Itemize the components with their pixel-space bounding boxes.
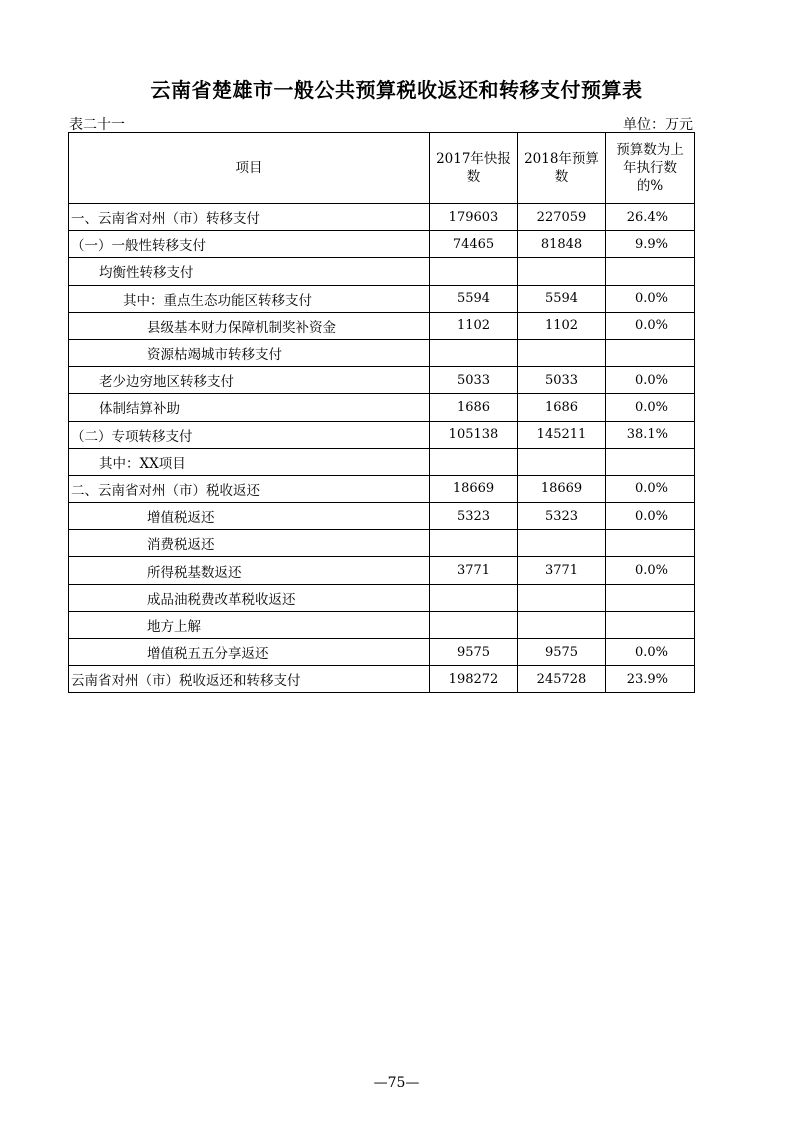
row-value-2018: 227059 <box>518 204 606 231</box>
row-value-2018 <box>518 258 606 285</box>
header-row <box>69 133 695 204</box>
row-percent <box>606 448 695 475</box>
row-item-name: 资源枯竭城市转移支付 <box>69 339 430 366</box>
table-row <box>69 666 695 693</box>
row-value-2017 <box>430 258 518 285</box>
table-row <box>69 503 695 530</box>
row-value-2017: 105138 <box>430 421 518 448</box>
header-2017-label: 2017年快报数 <box>436 151 511 185</box>
table-row <box>69 639 695 666</box>
table-row <box>69 231 695 258</box>
table-row <box>69 557 695 584</box>
row-item-name: 体制结算补助 <box>69 394 430 421</box>
table-row <box>69 421 695 448</box>
row-percent: 0.0% <box>606 557 695 584</box>
row-value-2018 <box>518 530 606 557</box>
page-title: 云南省楚雄市一般公共预算税收返还和转移支付预算表 <box>150 78 643 102</box>
row-value-2017 <box>430 339 518 366</box>
row-value-2017: 18669 <box>430 475 518 502</box>
row-percent <box>606 584 695 611</box>
header-pct-label: 预算数为上年执行数的% <box>616 142 684 194</box>
header-2017 <box>430 133 518 204</box>
row-value-2018: 9575 <box>518 639 606 666</box>
row-value-2018 <box>518 339 606 366</box>
table-row <box>69 530 695 557</box>
table-row <box>69 394 695 421</box>
header-item: 项目 <box>69 133 430 204</box>
row-percent: 0.0% <box>606 285 695 312</box>
row-item-name: （二）专项转移支付 <box>69 421 430 448</box>
row-percent: 23.9% <box>606 666 695 693</box>
table-row <box>69 584 695 611</box>
budget-table <box>68 132 695 693</box>
row-percent <box>606 611 695 638</box>
row-item-name: 二、云南省对州（市）税收返还 <box>69 475 430 502</box>
row-percent: 38.1% <box>606 421 695 448</box>
table-number: 表二十一 <box>69 117 125 133</box>
row-percent <box>606 339 695 366</box>
row-item-name: （一）一般性转移支付 <box>69 231 430 258</box>
row-value-2017: 74465 <box>430 231 518 258</box>
row-value-2017: 5594 <box>430 285 518 312</box>
table-row <box>69 285 695 312</box>
row-value-2017: 3771 <box>430 557 518 584</box>
row-percent <box>606 530 695 557</box>
row-value-2017 <box>430 448 518 475</box>
row-value-2018: 245728 <box>518 666 606 693</box>
row-item-name: 其中：重点生态功能区转移支付 <box>69 285 430 312</box>
row-percent: 0.0% <box>606 475 695 502</box>
table-row <box>69 339 695 366</box>
row-value-2017: 9575 <box>430 639 518 666</box>
table-row <box>69 448 695 475</box>
row-item-name: 地方上解 <box>69 611 430 638</box>
table-row <box>69 367 695 394</box>
table-row <box>69 475 695 502</box>
row-value-2018: 18669 <box>518 475 606 502</box>
row-value-2017: 179603 <box>430 204 518 231</box>
row-item-name: 消费税返还 <box>69 530 430 557</box>
row-percent: 0.0% <box>606 394 695 421</box>
row-item-name: 增值税五五分享返还 <box>69 639 430 666</box>
row-value-2018: 1102 <box>518 312 606 339</box>
row-value-2018 <box>518 611 606 638</box>
row-item-name: 成品油税费改革税收返还 <box>69 584 430 611</box>
row-value-2018: 3771 <box>518 557 606 584</box>
row-percent: 26.4% <box>606 204 695 231</box>
row-item-name: 所得税基数返还 <box>69 557 430 584</box>
row-percent: 0.0% <box>606 367 695 394</box>
table-row <box>69 258 695 285</box>
page-number: —75— <box>373 1075 420 1091</box>
row-value-2018: 1686 <box>518 394 606 421</box>
row-item-name: 老少边穷地区转移支付 <box>69 367 430 394</box>
row-value-2017: 5323 <box>430 503 518 530</box>
row-item-name: 一、云南省对州（市）转移支付 <box>69 204 430 231</box>
row-item-name: 县级基本财力保障机制奖补资金 <box>69 312 430 339</box>
header-pct <box>606 133 695 204</box>
row-value-2018: 5323 <box>518 503 606 530</box>
header-2018 <box>518 133 606 204</box>
row-value-2018 <box>518 584 606 611</box>
row-item-name: 云南省对州（市）税收返还和转移支付 <box>69 666 430 693</box>
row-percent: 0.0% <box>606 503 695 530</box>
row-percent <box>606 258 695 285</box>
row-item-name: 其中：XX项目 <box>69 448 430 475</box>
row-value-2017 <box>430 611 518 638</box>
table-row <box>69 611 695 638</box>
row-value-2017: 5033 <box>430 367 518 394</box>
row-value-2018: 5033 <box>518 367 606 394</box>
row-value-2017: 1686 <box>430 394 518 421</box>
header-2018-label: 2018年预算数 <box>524 151 599 185</box>
row-value-2017: 198272 <box>430 666 518 693</box>
row-value-2017 <box>430 584 518 611</box>
row-value-2017: 1102 <box>430 312 518 339</box>
row-value-2018: 145211 <box>518 421 606 448</box>
table-row <box>69 312 695 339</box>
row-value-2018: 5594 <box>518 285 606 312</box>
table-row <box>69 204 695 231</box>
row-item-name: 增值税返还 <box>69 503 430 530</box>
row-value-2018: 81848 <box>518 231 606 258</box>
row-value-2018 <box>518 448 606 475</box>
table-body <box>69 204 695 693</box>
row-percent: 0.0% <box>606 312 695 339</box>
row-percent: 9.9% <box>606 231 695 258</box>
row-item-name: 均衡性转移支付 <box>69 258 430 285</box>
row-value-2017 <box>430 530 518 557</box>
row-percent: 0.0% <box>606 639 695 666</box>
unit-label: 单位：万元 <box>623 117 693 133</box>
